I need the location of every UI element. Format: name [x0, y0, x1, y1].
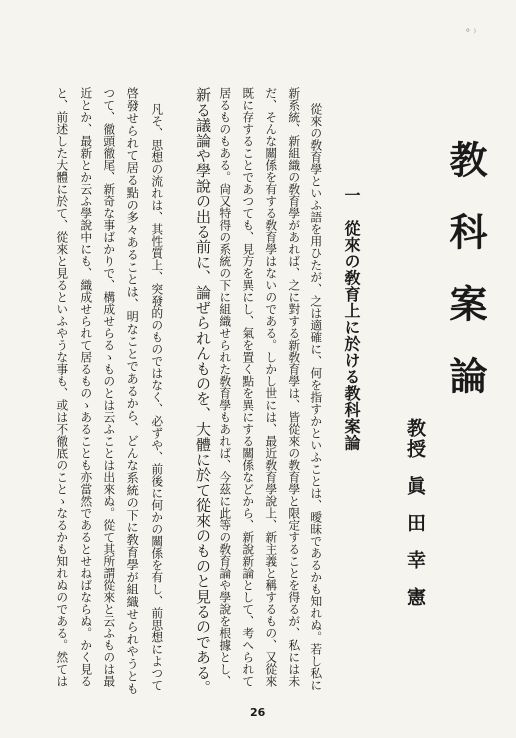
body-column: つて、徹頭徹尾、新奇な事ばかりで、構成せらるゝものとは云ふことは出來ぬ。從て其所謂從來と云ふものは最	[101, 87, 116, 687]
section-heading: 一 從來の敎育上に於ける教科案論	[342, 187, 361, 451]
article-title: 教科案論	[443, 140, 488, 428]
body-column: 啓發せられて居る點の多々あることは、明なことであるから、どんな系統の下に敎育學が組織せられやうとも	[125, 87, 140, 695]
body-column: 新系統、新組織の敎育學があれば、之に對する新敎育學は、皆從來の教育學と限定することを得るが、私には未	[286, 87, 301, 687]
body-column: 居るものもある。尙又特得の系統の下に組織せられた敎育學もあれば、今茲に此等の敎育論や學說を根據とし、	[217, 87, 232, 687]
body-column: 近とか、最新とか云ふ學說中にも、織成せられて居るものゝあることも亦當然であるとせねばならぬ。かく見る	[78, 87, 93, 687]
body-column: 既に存することであつても、見方を異にし、氣を置く點を異にする關係などから、新說新論として、考へられて	[240, 87, 255, 687]
author-role: 教授	[404, 418, 426, 460]
body-column: 從來の敎育學といふ語を用ひたが、之は適確に、何を指すかといふことは、曖昧であるかも知れぬ。若し私に	[308, 103, 323, 691]
corner-mark: ° ⁾	[465, 28, 476, 39]
body-column: だ、そんな關係を有する敎育學はないのである。しかし世には、最近敎育學說上、新主義と稱するもの、又從來	[263, 87, 278, 687]
body-column: 新る議論や學說の出る前に、論ぜられんものを、大體に於て從來のものと見るのである。	[194, 87, 212, 695]
author-line	[402, 418, 429, 624]
page-number: 26	[250, 706, 266, 719]
body-column: と、前述した大體に於て、從來と見るといふやうな事も、或は不徹底のことゝなるかも知れぬのである。然ては	[54, 87, 69, 687]
author-name: 眞田幸憲	[404, 476, 426, 624]
body-column: 凡そ、思想の流れは、其性質上、突發的のものではなく、必ずや、前後に何かの關係を有し、前思想によつて	[149, 103, 164, 691]
